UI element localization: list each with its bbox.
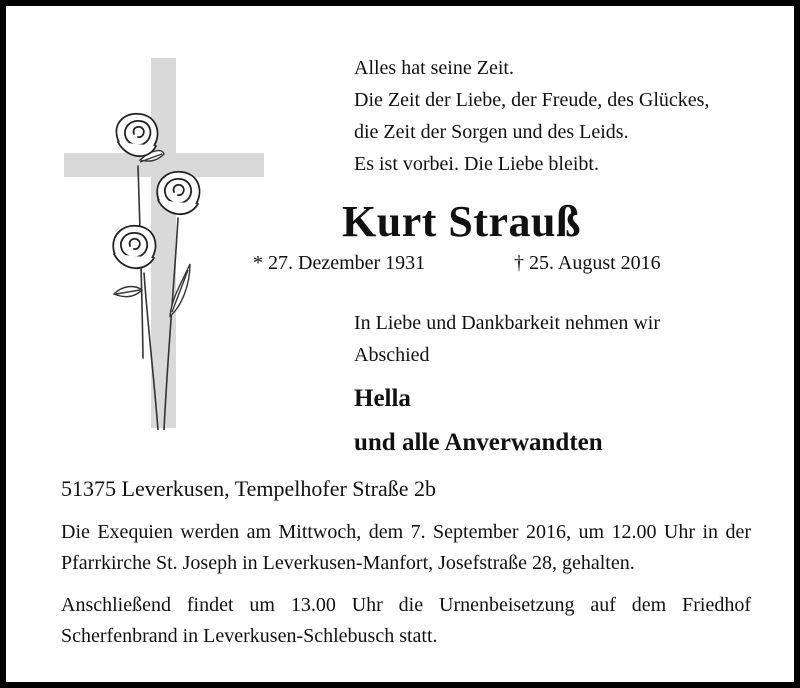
- poem: [354, 52, 709, 180]
- death-date: † 25. August 2016: [514, 252, 661, 274]
- tribute-text: In Liebe und Dankbarkeit nehmen wir Abschied: [354, 312, 661, 366]
- rose-icon: [113, 226, 155, 268]
- mourners: [354, 377, 603, 465]
- burial-details: Anschließend findet um 13.00 Uhr die Urnenbeisetzung auf dem Friedhof Scherfenbrand in Leverkusen-Schlebusch statt.: [61, 594, 751, 647]
- rose-icon: [157, 172, 199, 214]
- service-details: Die Exequien werden am Mittwoch, dem 7. September 2016, um 12.00 Uhr in der Pfarrkirche St. Joseph in Leverkusen-Manfort, Josefstraße 28, gehalten.: [61, 521, 751, 574]
- rose-icon: [116, 114, 157, 156]
- mourner-name: und alle Anverwandten: [354, 429, 603, 456]
- poem-line: Alles hat seine Zeit.: [354, 57, 514, 79]
- mourner-name: Hella: [354, 385, 411, 412]
- deceased-name: Kurt Strauß: [342, 197, 581, 246]
- poem-line: die Zeit der Sorgen und des Leids.: [354, 121, 629, 143]
- cross-horizontal-beam: [64, 153, 264, 177]
- birth-date: * 27. Dezember 1931: [253, 252, 426, 274]
- address: 51375 Leverkusen, Tempelhofer Straße 2b: [61, 476, 436, 501]
- poem-line: Es ist vorbei. Die Liebe bleibt.: [354, 153, 599, 175]
- cross-with-roses-illustration: [56, 58, 271, 430]
- poem-line: Die Zeit der Liebe, der Freude, des Glückes,: [354, 89, 710, 111]
